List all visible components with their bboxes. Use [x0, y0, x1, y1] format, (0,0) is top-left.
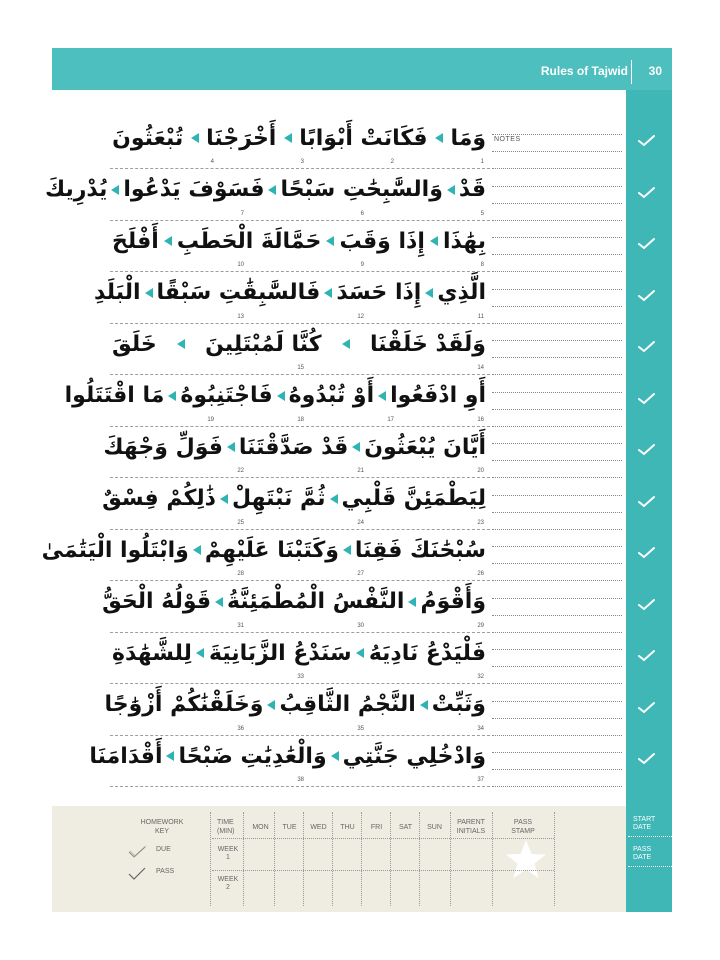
arabic-word: فَالسَّٰبِقَٰتِ سَبْقًا [156, 280, 321, 305]
arabic-word: وَثَبِّتْ [431, 692, 486, 717]
arabic-word: ثُمَّ نَبْتَهِلْ [231, 486, 326, 511]
word-number: 25 [237, 519, 244, 526]
grid-divider [274, 812, 275, 906]
notes-rule [492, 477, 622, 478]
notes-rule [492, 220, 622, 221]
grid-divider [450, 812, 451, 906]
notes-rule [492, 357, 622, 358]
separator-triangle-icon [342, 339, 350, 349]
check-icon[interactable] [638, 340, 654, 352]
arabic-word: سُبْحَٰنَكَ فَقِنَا [354, 537, 486, 563]
arabic-word: فَلْيَدْعُ نَادِيَهُ [368, 640, 486, 666]
notes-rule [492, 735, 622, 736]
separator-triangle-icon [378, 391, 386, 401]
word-number: 27 [357, 571, 364, 577]
word-number: 11 [477, 313, 484, 320]
notes-rule [492, 134, 622, 135]
notes-rule [492, 752, 622, 753]
notes-rule [492, 495, 622, 496]
word-number: 24 [357, 519, 364, 526]
separator-triangle-icon [196, 648, 204, 658]
word-number: 9 [360, 262, 364, 268]
arabic-word: خَلَقَ [112, 331, 157, 357]
notes-rule [492, 237, 622, 238]
check-icon[interactable] [638, 289, 654, 301]
arabic-word: قَدْ [458, 177, 486, 202]
arabic-word: كُنَّا لَمُبْتَلِينَ [205, 331, 322, 357]
lesson-line [112, 324, 486, 364]
separator-triangle-icon [267, 700, 275, 710]
separator-triangle-icon [215, 597, 223, 607]
check-icon[interactable] [638, 701, 654, 713]
notes-rule [492, 151, 622, 152]
lesson-line [104, 685, 486, 725]
word-number: 13 [237, 313, 244, 320]
word-number: 30 [357, 622, 364, 629]
arabic-word: وَابْتَلُوا الْيَتَٰمَىٰ [41, 537, 189, 563]
start-date-label: START DATE [633, 816, 656, 831]
pass-label: PASS [156, 868, 175, 875]
arabic-word: يُدْرِيكَ [44, 177, 108, 202]
word-number: 23 [477, 519, 484, 526]
word-numbers [112, 314, 486, 322]
notes-rule [492, 701, 622, 702]
pass-stamp-header: PASS STAMP [511, 819, 535, 835]
word-numbers [112, 674, 486, 682]
word-number: 6 [360, 210, 364, 217]
arabic-word: أَفْلَحَ [112, 228, 159, 254]
notes-rule [492, 666, 622, 667]
separator-triangle-icon [284, 133, 292, 143]
word-number: 1 [480, 159, 484, 165]
row-rule [212, 870, 554, 871]
grid-divider [361, 812, 362, 906]
word-number: 31 [237, 622, 244, 629]
notes-rule [492, 443, 622, 444]
arabic-word: تُبْعَثُونَ [112, 125, 184, 151]
pass-check-icon [128, 866, 148, 885]
separator-triangle-icon [447, 185, 455, 195]
separator-triangle-icon [145, 288, 153, 298]
separator-triangle-icon [191, 133, 199, 143]
notes-rule [492, 580, 622, 581]
notes-rule [492, 168, 622, 169]
word-numbers [112, 520, 486, 528]
notes-rule [492, 563, 622, 564]
arabic-word: النَّفْسُ الْمُطْمَئِنَّةُ [227, 589, 405, 614]
word-number: 16 [477, 416, 484, 423]
check-icon[interactable] [638, 443, 654, 455]
separator-triangle-icon [408, 597, 416, 607]
arabic-word: وَكَتَبْنَا عَلَيْهِمْ [204, 537, 339, 563]
notes-rule [492, 512, 622, 513]
separator-triangle-icon [352, 442, 360, 452]
notes-rule [492, 323, 622, 324]
separator-triangle-icon [168, 391, 176, 401]
notes-rule [492, 460, 622, 461]
arabic-word: حَمَّالَةَ الْحَطَبِ [176, 228, 322, 254]
date-rule [628, 866, 672, 867]
word-number: 22 [237, 468, 244, 474]
arabic-word: وَلَقَدْ خَلَقْنَا [369, 331, 486, 357]
word-numbers [112, 365, 486, 373]
notes-rule [492, 409, 622, 410]
arabic-word: ذَٰلِكُمْ فِسْقٌ [102, 486, 216, 511]
arabic-word: قَوْلُهُ الْحَقُّ [102, 589, 212, 614]
arabic-word: وَالسَّٰبِحَٰتِ سَبْحًا [280, 177, 443, 202]
arabic-word: الْبَلَدِ [94, 280, 141, 305]
word-numbers [112, 159, 486, 167]
lesson-line [112, 118, 486, 158]
arabic-word: وَمَا [450, 125, 486, 151]
notes-rule [492, 615, 622, 616]
grid-divider [210, 812, 211, 906]
separator-triangle-icon [220, 494, 228, 504]
grid-divider [554, 812, 555, 906]
word-number: 20 [477, 468, 484, 474]
word-number: 4 [210, 159, 214, 165]
lesson-line [64, 376, 486, 416]
word-number: 10 [237, 262, 244, 268]
notes-rule [492, 392, 622, 393]
arabic-word: النَّجْمُ الثَّاقِبُ [279, 692, 416, 717]
separator-triangle-icon [420, 700, 428, 710]
grid-divider [492, 812, 493, 906]
notes-rule [492, 374, 622, 375]
notes-rule [492, 649, 622, 650]
notes-rule [492, 254, 622, 255]
pass-date-label: PASS DATE [633, 846, 652, 861]
word-number: 34 [477, 725, 484, 732]
separator-triangle-icon [356, 648, 364, 658]
word-number: 14 [477, 365, 484, 371]
arabic-word: أَخْرَجْنَا [206, 125, 277, 151]
word-number: 36 [237, 725, 244, 732]
separator-triangle-icon [331, 751, 339, 761]
word-number: 26 [477, 571, 484, 577]
word-number: 7 [240, 210, 244, 217]
separator-triangle-icon [277, 391, 285, 401]
time-header: TIME (MIN) [217, 819, 235, 835]
week-1-label: WEEK 1 [217, 846, 239, 861]
grid-divider [390, 812, 391, 906]
check-icon[interactable] [638, 134, 654, 146]
check-icon[interactable] [638, 649, 654, 661]
due-label: DUE [156, 846, 171, 853]
lesson-line [103, 427, 486, 467]
separator-triangle-icon [193, 545, 201, 555]
arabic-word: وَالْعَٰدِيَٰتِ ضَبْحًا [178, 743, 327, 769]
word-number: 8 [480, 262, 484, 268]
arabic-word: إِذَا وَقَبَ [339, 228, 425, 254]
header-divider [631, 60, 632, 84]
separator-triangle-icon [343, 545, 351, 555]
notes-rule [492, 340, 622, 341]
notes-rule [492, 289, 622, 290]
arabic-word: وَخَلَقْنَٰكُمْ أَزْوَٰجًا [104, 692, 264, 717]
word-number: 21 [357, 468, 364, 474]
separator-triangle-icon [430, 236, 438, 246]
notes-rule [492, 546, 622, 547]
day-header: WED [310, 824, 327, 831]
notes-rule [492, 529, 622, 530]
day-header: FRI [370, 824, 383, 831]
arabic-word: أَقْدَامَنَا [89, 743, 163, 769]
day-header: MON [252, 824, 269, 831]
arabic-word: أَوْ تُبْدُوهُ [288, 383, 375, 408]
arabic-word: وَأَقْوَمُ [420, 589, 486, 614]
notes-rule [492, 598, 622, 599]
star-icon [504, 838, 548, 886]
word-number: 33 [297, 674, 304, 680]
word-number: 38 [297, 777, 304, 783]
arabic-word: وَادْخُلِي جَنَّتِي [342, 743, 486, 769]
notes-rule [492, 186, 622, 187]
word-numbers [112, 777, 486, 785]
parent-initials-header: PARENT INITIALS [456, 819, 486, 835]
word-number: 12 [357, 313, 364, 320]
word-numbers [112, 211, 486, 219]
separator-triangle-icon [330, 494, 338, 504]
notes-rule [492, 718, 622, 719]
arabic-word: أَيَّانَ يُبْعَثُونَ [364, 434, 486, 460]
arabic-word: سَنَدْعُ الزَّبَانِيَةَ [209, 640, 352, 666]
homework-key-label: HOMEWORK KEY [140, 819, 184, 835]
page-number: 30 [648, 64, 662, 78]
lesson-line [102, 479, 486, 519]
word-number: 37 [477, 777, 484, 783]
week-2-label: WEEK 2 [217, 876, 239, 891]
arabic-word: لِيَطْمَئِنَّ قَلْبِي [341, 486, 486, 511]
grid-divider [303, 812, 304, 906]
check-icon[interactable] [638, 752, 654, 764]
lesson-line [112, 221, 486, 261]
word-number: 19 [207, 416, 214, 423]
notes-label: NOTES [494, 136, 521, 143]
due-check-icon [128, 843, 148, 862]
day-header: SAT [398, 824, 413, 831]
check-icon[interactable] [638, 186, 654, 198]
check-icon[interactable] [638, 495, 654, 507]
notes-rule [492, 203, 622, 204]
notes-rule [492, 786, 622, 787]
row-rule [212, 838, 554, 839]
word-number: 2 [390, 159, 394, 165]
arabic-word: إِذَا حَسَدَ [336, 280, 422, 305]
lesson-line [41, 530, 486, 570]
separator-triangle-icon [177, 339, 185, 349]
notes-rule [492, 306, 622, 307]
word-number: 28 [237, 571, 244, 577]
word-numbers [112, 262, 486, 270]
separator-triangle-icon [326, 236, 334, 246]
arabic-word: لِلشَّهَٰدَةِ [112, 640, 192, 666]
word-numbers [112, 571, 486, 579]
word-numbers [112, 468, 486, 476]
check-icon[interactable] [638, 392, 654, 404]
lesson-line [102, 582, 486, 622]
date-rule [628, 836, 672, 837]
grid-divider [332, 812, 333, 906]
separator-triangle-icon [164, 236, 172, 246]
notes-rule [492, 632, 622, 633]
arabic-word: أَوِ ادْفَعُوا [390, 383, 486, 408]
arabic-word: بِهَٰذَا [442, 228, 486, 254]
page-title: Rules of Tajwid [540, 64, 628, 78]
arabic-word: مَا اقْتَتَلُوا [64, 383, 165, 408]
arabic-word: فَاجْتَنِبُوهُ [180, 383, 273, 408]
check-icon[interactable] [638, 546, 654, 558]
separator-triangle-icon [425, 288, 433, 298]
arabic-word: قَدْ صَدَّقْتَنَا [238, 434, 349, 460]
word-number: 15 [297, 365, 304, 371]
word-number: 32 [477, 674, 484, 680]
separator-triangle-icon [324, 288, 332, 298]
arabic-word: فَوَلِّ وَجْهَكَ [103, 434, 223, 460]
notes-rule [492, 426, 622, 427]
word-number: 18 [297, 416, 304, 423]
notes-rule [492, 769, 622, 770]
word-number: 35 [357, 725, 364, 732]
notes-rule [492, 683, 622, 684]
lesson-line [112, 633, 486, 673]
word-number: 17 [387, 416, 394, 423]
check-icon[interactable] [638, 598, 654, 610]
lesson-line [89, 736, 486, 776]
word-number: 3 [300, 159, 304, 165]
grid-divider [419, 812, 420, 906]
separator-triangle-icon [166, 751, 174, 761]
separator-triangle-icon [268, 185, 276, 195]
separator-triangle-icon [111, 185, 119, 195]
separator-triangle-icon [227, 442, 235, 452]
separator-triangle-icon [435, 133, 443, 143]
word-numbers [112, 417, 486, 425]
word-number: 29 [477, 622, 484, 629]
day-header: THU [340, 824, 355, 831]
lesson-line [44, 170, 486, 210]
day-header: TUE [282, 824, 297, 831]
grid-divider [243, 812, 244, 906]
lesson-line [94, 273, 486, 313]
line-rule [110, 786, 490, 787]
word-numbers [112, 623, 486, 631]
word-number: 5 [480, 210, 484, 217]
word-numbers [112, 726, 486, 734]
notes-rule [492, 271, 622, 272]
arabic-word: الَّذِي [437, 280, 486, 305]
check-icon[interactable] [638, 237, 654, 249]
arabic-word: فَسَوْفَ يَدْعُوا [123, 177, 265, 202]
arabic-word: فَكَانَتْ أَبْوَابًا [299, 125, 428, 151]
day-header: SUN [427, 824, 442, 831]
